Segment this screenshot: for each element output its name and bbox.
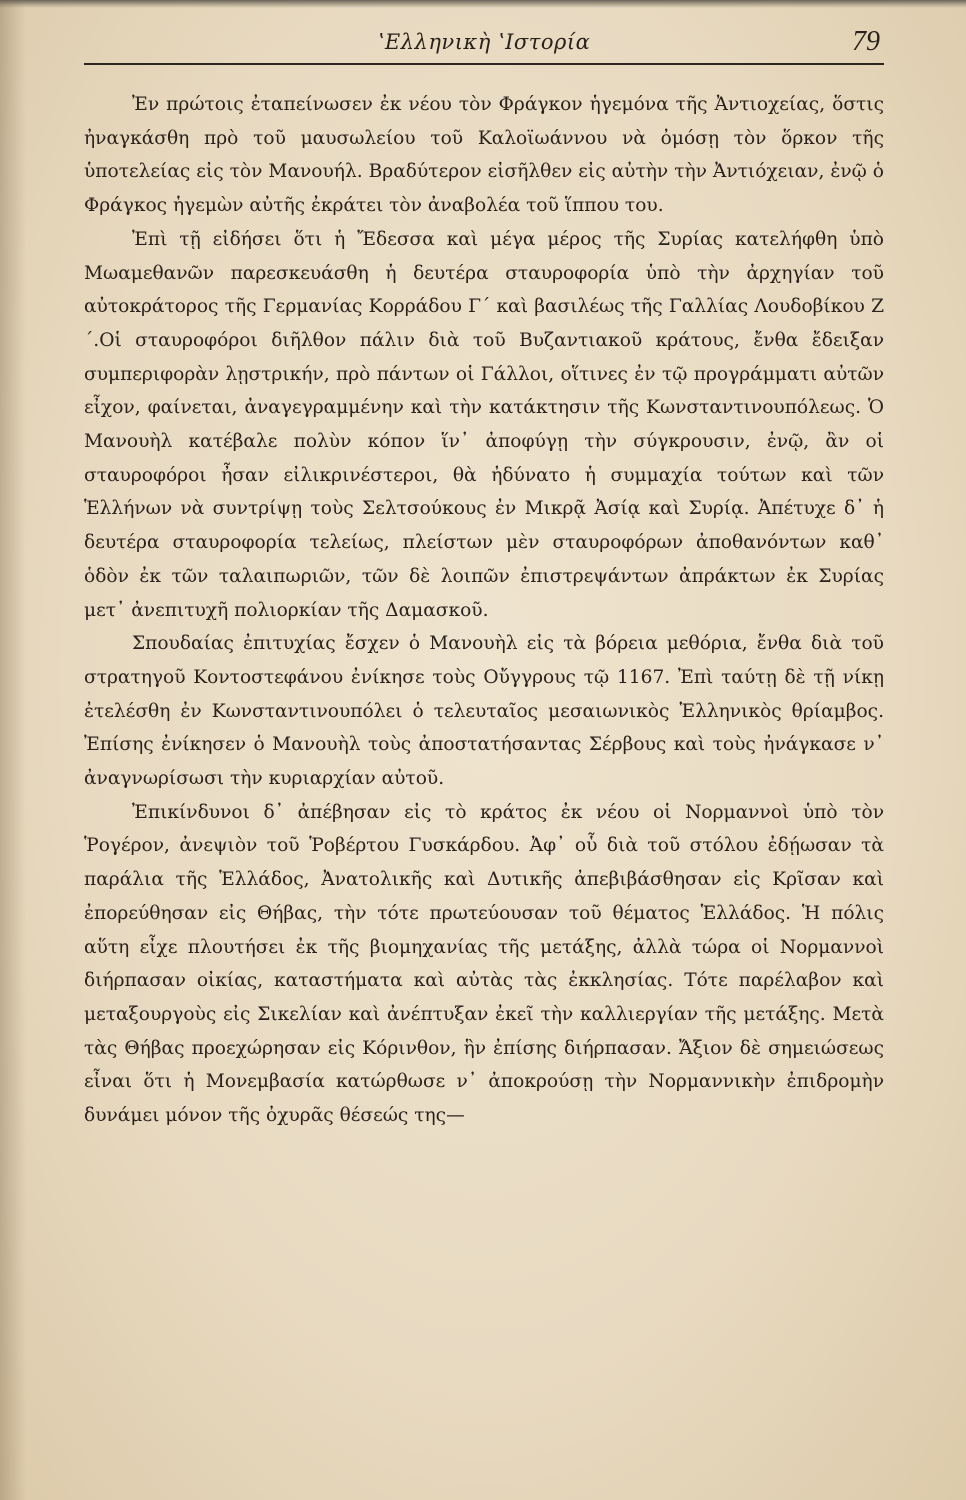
paragraph-second-crusade: Ἐπὶ τῇ εἰδήσει ὅτι ἡ Ἔδεσσα καὶ μέγα μέρος τῆς Συρίας κατελήφθη ὑπὸ Μωαμεθανῶν παρεσκευάσθη ἡ δευτέρα σταυροφορία ὑπὸ τὴν ἀρχηγίαν τοῦ αὐτοκράτορος τῆς Γερμανίας Κορράδου Γ´ καὶ βασιλέως τῆς Γαλλίας Λουδοβίκου Ζ´.Οἱ σταυροφόροι διῆλθον πάλιν διὰ τοῦ Βυζαντιακοῦ κράτους, ἔνθα ἔδειξαν συμπεριφορὰν λῃστρικήν, πρὸ πάντων οἱ Γάλλοι, οἵτινες ἐν τῷ προγράμματι αὐτῶν εἶχον, φαίνεται, ἀναγεγραμμένην καὶ τὴν κατάκτησιν τῆς Κωνσταντινουπόλεως. Ὁ Μανουὴλ κατέβαλε πολὺν κόπον ἵν᾿ ἀποφύγῃ τὴν σύγκρουσιν, ἐνῷ, ἂν οἱ σταυροφόροι ἦσαν εἰλικρινέστεροι, θὰ ἠδύνατο ἡ συμμαχία τούτων καὶ τῶν Ἑλλήνων νὰ συντρίψῃ τοὺς Σελτσούκους ἐν Μικρᾷ Ἀσίᾳ καὶ Συρίᾳ. Ἀπέτυχε δ᾿ ἡ δευτέρα σταυροφορία τελείως, πλείστων μὲν σταυροφόρων ἀποθανόντων καθ᾿ ὁδὸν ἐκ τῶν ταλαιπωριῶν, τῶν δὲ λοιπῶν ἐπιστρεψάντων ἀπράκτων ἐκ Συρίας μετ᾿ ἀνεπιτυχῆ πολιορκίαν τῆς Δαμασκοῦ.	[84, 228, 884, 621]
body-text	[84, 88, 884, 1133]
page-top-edge	[0, 0, 966, 8]
page-number: 79	[852, 26, 880, 57]
paragraph-normans: Ἐπικίνδυνοι δ᾿ ἀπέβησαν εἰς τὸ κράτος ἐκ νέου οἱ Νορμαννοὶ ὑπὸ τὸν Ῥογέρον, ἀνεψιὸν τοῦ Ῥοβέρτου Γυσκάρδου. Ἀφ᾿ οὗ διὰ τοῦ στόλου ἐδῄωσαν τὰ παράλια τῆς Ἑλλάδος, Ἀνατολικῆς καὶ Δυτικῆς ἀπεβιβάσθησαν εἰς Κρῖσαν καὶ ἐπορεύθησαν εἰς Θήβας, τὴν τότε πρωτεύουσαν τοῦ θέματος Ἑλλάδος. Ἡ πόλις αὕτη εἶχε πλουτήσει ἐκ τῆς βιομηχανίας τῆς μετάξης, ἀλλὰ τώρα οἱ Νορμαννοὶ διήρπασαν οἰκίας, καταστήματα καὶ αὐτὰς τὰς ἐκκλησίας. Τότε παρέλαβον καὶ μεταξουργοὺς εἰς Σικελίαν καὶ ἀνέπτυξαν ἐκεῖ τὴν καλλιεργίαν τῆς μετάξης. Μετὰ τὰς Θήβας προεχώρησαν εἰς Κόρινθον, ἣν ἐπίσης διήρπασαν. Ἄξιον δὲ σημειώσεως εἶναι ὅτι ἡ Μονεμβασία κατώρθωσε ν᾿ ἀποκρούσῃ τὴν Νορμαννικὴν ἐπιδρομὴν δυνάμει μόνον τῆς ὀχυρᾶς θέσεώς της—	[84, 801, 884, 1127]
running-title: ʽΕλληνικὴ ʽΙστορία	[377, 30, 591, 54]
paragraph-northern-victories: Σπουδαίας ἐπιτυχίας ἔσχεν ὁ Μανουὴλ εἰς τὰ βόρεια μεθόρια, ἔνθα διὰ τοῦ στρατηγοῦ Κοντοστεφάνου ἐνίκησε τοὺς Οὔγγρους τῷ 1167. Ἐπὶ ταύτῃ δὲ τῇ νίκῃ ἐτελέσθη ἐν Κωνσταντινουπόλει ὁ τελευταῖος μεσαιωνικὸς Ἑλληνικὸς θρίαμβος. Ἐπίσης ἐνίκησεν ὁ Μανουὴλ τοὺς ἀποστατήσαντας Σέρβους καὶ τοὺς ἠνάγκασε ν᾿ ἀναγνωρίσωσι τὴν κυριαρχίαν αὐτοῦ.	[84, 633, 884, 790]
paragraph-antioch: Ἐν πρώτοις ἐταπείνωσεν ἐκ νέου τὸν Φράγκον ἡγεμόνα τῆς Ἀντιοχείας, ὅστις ἠναγκάσθη πρὸ τοῦ μαυσωλείου τοῦ Καλοϊωάννου νὰ ὀμόσῃ τὸν ὅρκον τῆς ὑποτελείας εἰς τὸν Μανουήλ. Βραδύτερον εἰσῆλθεν εἰς αὐτὴν τὴν Ἀντιόχειαν, ἐνῷ ὁ Φράγκος ἡγεμὼν αὐτῆς ἐκράτει τὸν ἀναβολέα τοῦ ἵππου του.	[84, 94, 884, 217]
page-gutter-shadow	[0, 0, 26, 1500]
page-header	[84, 24, 884, 64]
header-rule	[84, 63, 884, 65]
